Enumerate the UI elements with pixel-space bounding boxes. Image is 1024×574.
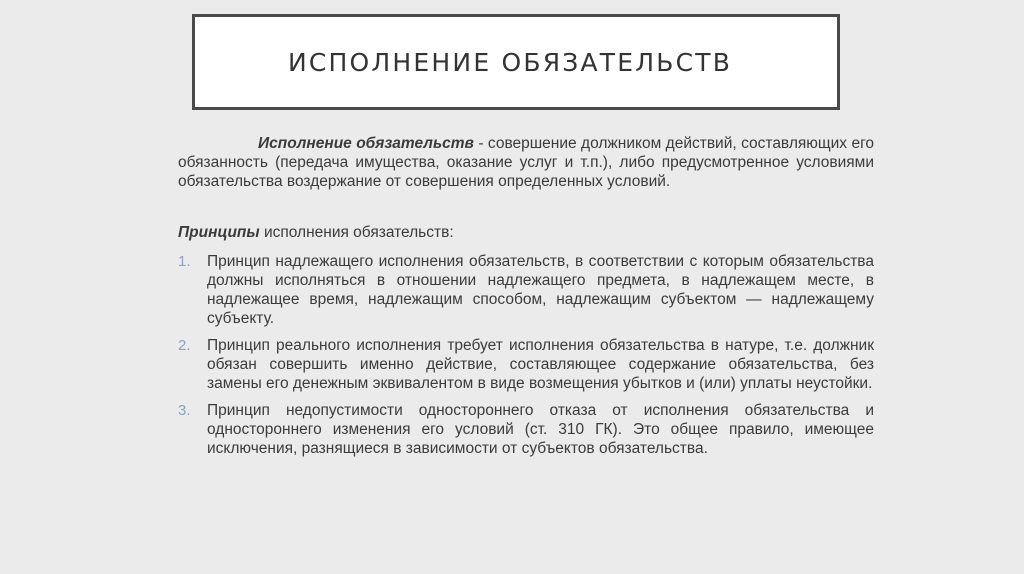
definition-term: Исполнение обязательств [258,135,474,152]
list-item [178,252,874,328]
list-item-number: 1. [178,253,191,270]
principles-list [178,252,874,458]
definition-paragraph [178,134,874,191]
list-item-number: 3. [178,402,191,419]
list-item [178,336,874,393]
slide-title: ИСПОЛНЕНИЕ ОБЯЗАТЕЛЬСТВ [288,47,733,77]
list-item-text: Принцип надлежащего исполнения обязательств, в соответствии с которым обязательства должны исполняться в отношении надлежащего предмета, в надлежащем месте, в надлежащее время, надлежащим способом, надлежащим субъектом — надлежащему субъекту. [207,253,874,327]
principles-heading-text: исполнения обязательств: [259,224,454,241]
list-item [178,401,874,458]
slide-content [178,134,874,466]
list-item-number: 2. [178,337,191,354]
principles-heading [178,223,874,242]
list-item-text: Принцип недопустимости одностороннего отказа от исполнения обязательства и одностороннего изменения его условий (ст. 310 ГК). Это общее правило, имеющее исключения, разнящиеся в зависимости от субъектов обязательства. [207,402,874,457]
principles-heading-term: Принципы [178,224,260,241]
slide-title-box [192,14,840,110]
definition-text: - совершение должником действий, составляющих его обязанность (передача имущества, оказание услуг и т.п.), либо предусмотренное условиями обязательства воздержание от совершения определенных условий. [178,135,875,190]
list-item-text: Принцип реального исполнения требует исполнения обязательства в натуре, т.е. должник обязан совершить именно действие, составляющее содержание обязательства, без замены его денежным эквивалентом в виде возмещения убытков и (или) уплаты неустойки. [207,337,874,392]
